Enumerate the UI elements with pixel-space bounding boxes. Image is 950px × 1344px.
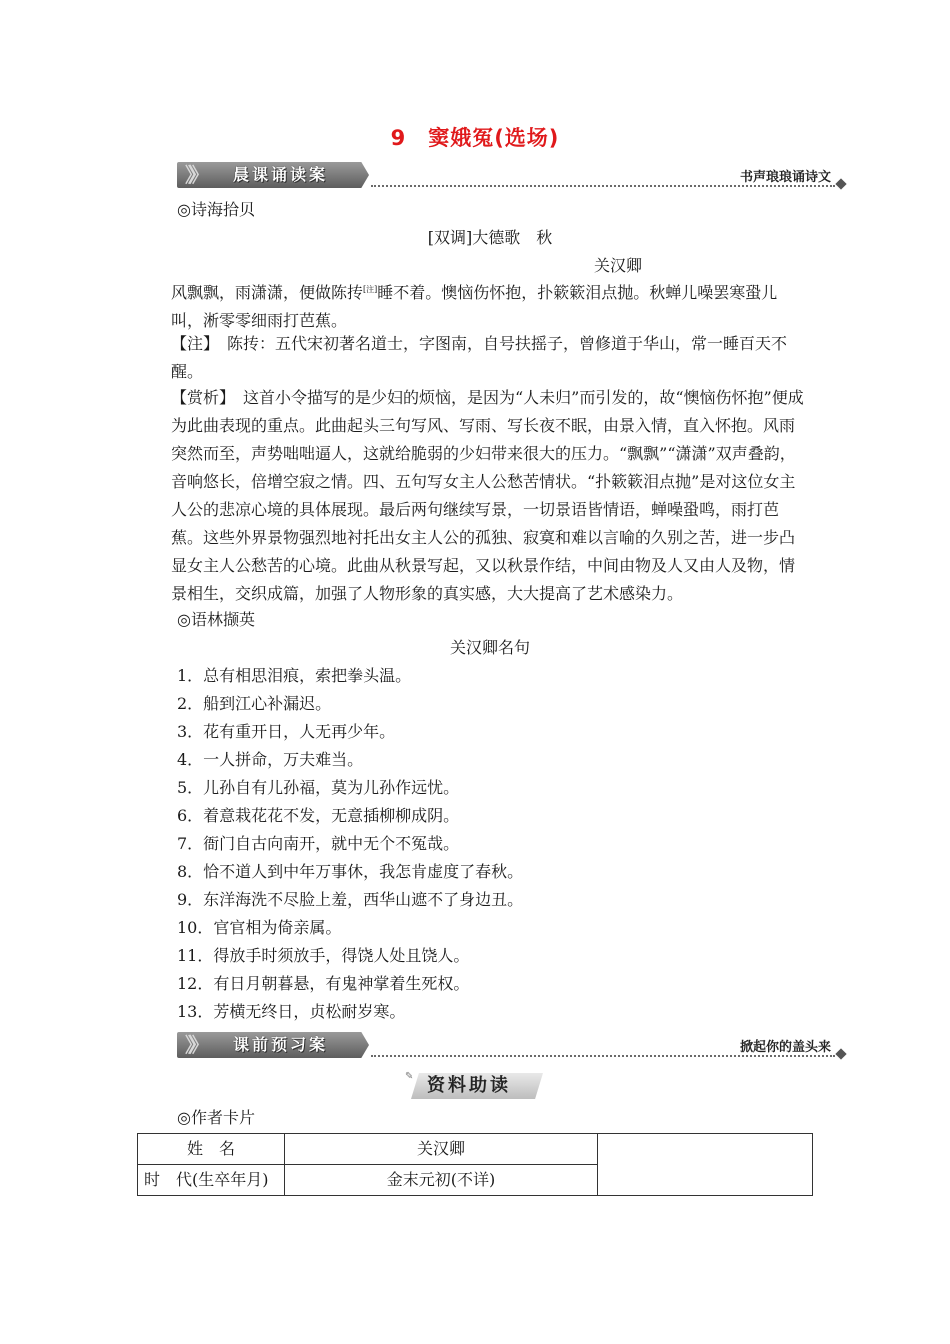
table-cell-key: 姓 名 [138, 1134, 285, 1165]
quote-item: 6．着意栽花花不发，无意插柳柳成阴。 [177, 806, 460, 825]
diamond-icon [835, 178, 846, 189]
table-row [138, 1134, 813, 1165]
quote-item: 13．芳横无终日，贞松耐岁寒。 [177, 1002, 406, 1021]
note-mark: [注] [363, 285, 378, 294]
quote-item: 12．有日月朝暮悬，有鬼神掌着生死权。 [177, 974, 470, 993]
page-title [0, 122, 950, 152]
chevron-icon: 》》 [185, 1033, 203, 1057]
sub-banner-label: 资料助读 [427, 1075, 511, 1096]
diamond-icon [835, 1048, 846, 1059]
quote-item: 7．衙门自古向南开，就中无个不冤哉。 [177, 834, 460, 853]
table-cell-value: 关汉卿 [285, 1134, 598, 1165]
table-cell-value: 金末元初(不详) [285, 1165, 598, 1196]
poem-body [171, 276, 809, 335]
portrait-cell [598, 1134, 813, 1196]
section-banner-morning [177, 162, 845, 190]
chapter-number: 9 [390, 126, 407, 150]
chevron-icon: 》》 [185, 163, 203, 187]
table-cell-key: 时 代(生卒年月) [138, 1165, 285, 1196]
banner-slogan: 书声琅琅诵诗文 [739, 170, 831, 185]
quote-item: 3．花有重开日，人无再少年。 [177, 722, 396, 741]
quote-item: 2．船到江心补漏迟。 [177, 694, 332, 713]
quote-item: 10．官官相为倚亲属。 [177, 918, 342, 937]
poem-line-b: 睡不着。懊恼伤怀抱，扑簌簌泪点抛。秋蝉儿噪罢寒蛩儿叫，淅零零细雨打芭蕉。 [171, 283, 778, 330]
quote-item: 8．恰不道人到中年万事休，我怎肯虚度了春秋。 [177, 862, 524, 881]
section-heading-shihai: ◎诗海拾贝 [177, 200, 255, 219]
dotted-divider [371, 185, 835, 187]
poem-author: 关汉卿 [594, 256, 643, 275]
section-banner-preview [177, 1032, 845, 1060]
author-card-table [137, 1133, 813, 1196]
quotes-subtitle: 关汉卿名句 [449, 638, 530, 657]
quote-item: 9．东洋海洗不尽脸上羞，西华山遮不了身边丑。 [177, 890, 524, 909]
pen-icon: ✎ [405, 1071, 414, 1082]
sub-banner-ziliao [405, 1071, 545, 1101]
chapter-title: 窦娥冤(选场) [428, 126, 560, 150]
quote-item: 4．一人拼命，万夫难当。 [177, 750, 364, 769]
banner-label: 课前预习案 [233, 1035, 329, 1054]
dotted-divider [371, 1055, 835, 1057]
banner-slogan: 掀起你的盖头来 [739, 1040, 831, 1055]
poem-line-a: 风飘飘，雨潇潇，便做陈抟 [171, 283, 364, 302]
banner-label: 晨课诵读案 [233, 165, 329, 184]
quote-item: 1．总有相思泪痕，索把拳头温。 [177, 666, 412, 685]
quote-item: 5．儿孙自有儿孙福，莫为儿孙作远忧。 [177, 778, 460, 797]
poem-note: 【注】 陈抟：五代宋初著名道士，字图南，自号扶摇子，曾修道于华山，常一睡百天不醒。 [171, 334, 788, 381]
section-heading-author-card: ◎作者卡片 [177, 1108, 255, 1127]
poem-title: [双调]大德歌 秋 [427, 228, 553, 247]
section-heading-yulin: ◎语林撷英 [177, 610, 255, 629]
poem-appreciation: 【赏析】 这首小令描写的是少妇的烦恼，是因为“人未归”而引发的，故“懊恼伤怀抱”便成为此曲表现的重点。此曲起头三句写风、写雨、写长夜不眠，由景入情，直入怀抱。风雨突然而至，声势咄咄逼人，这就给脆弱的少妇带来很大的压力。“飘飘”“潇潇”双声叠韵，音响悠长，倍增空寂之情。四、五句写女主人公愁苦情状。“扑簌簌泪点抛”是对这位女主人公的悲凉心境的具体展现。最后两句继续写景，一切景语皆情语，蝉噪蛩鸣，雨打芭蕉。这些外界景物强烈地衬托出女主人公的孤独、寂寞和难以言喻的久别之苦，进一步凸显女主人公愁苦的心境。此曲从秋景写起，又以秋景作结，中间由物及人又由人及物，情景相生，交织成篇，加强了人物形象的真实感，大大提高了艺术感染力。 [171, 388, 804, 603]
quote-item: 11．得放手时须放手，得饶人处且饶人。 [177, 946, 470, 965]
